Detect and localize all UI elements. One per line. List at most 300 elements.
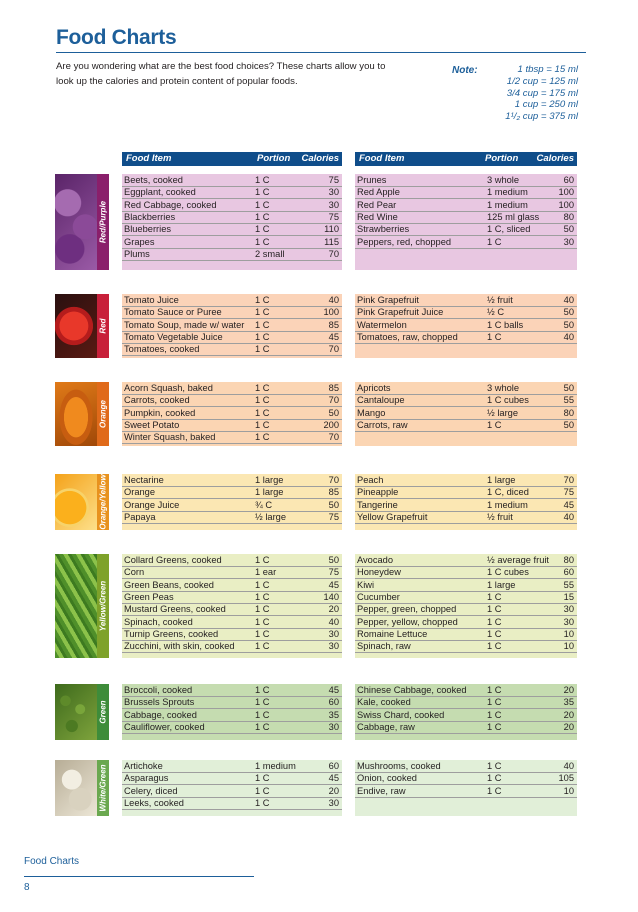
food-section: [0, 474, 638, 530]
food-item-cell: Zucchini, with skin, cooked: [124, 641, 235, 652]
table-row: [355, 306, 577, 319]
right-food-table: [355, 554, 577, 658]
food-item-cell: Yellow Grapefruit: [357, 511, 428, 522]
table-row: [355, 696, 577, 709]
table-row: [122, 772, 342, 785]
food-item-cell: Onion, cooked: [357, 773, 417, 784]
header-calories: Calories: [301, 153, 339, 164]
portion-cell: ¾ C: [255, 499, 273, 510]
right-food-table: [355, 294, 577, 358]
calories-cell: 200: [323, 419, 339, 430]
food-item-cell: Plums: [124, 248, 150, 259]
portion-cell: 1 C: [255, 616, 270, 627]
color-group-label: [97, 382, 109, 446]
page-number: 8: [24, 882, 30, 893]
calories-cell: 45: [563, 499, 574, 510]
calories-cell: 45: [328, 773, 339, 784]
portion-cell: 1 C: [255, 773, 270, 784]
right-food-table: [355, 174, 577, 270]
calories-cell: 100: [558, 199, 574, 210]
portion-cell: 1 large: [255, 475, 284, 485]
table-row: [355, 554, 577, 567]
food-item-cell: Tangerine: [357, 499, 398, 510]
table-row: [122, 499, 342, 512]
food-photo: [55, 760, 97, 816]
calories-cell: 60: [563, 175, 574, 185]
table-row: [122, 306, 342, 319]
food-item-cell: Swiss Chard, cooked: [357, 709, 445, 720]
table-row: [122, 474, 342, 487]
table-row: [122, 785, 342, 798]
portion-cell: 3 whole: [487, 175, 520, 185]
food-item-cell: Tomatoes, cooked: [124, 344, 200, 355]
calories-cell: 40: [563, 295, 574, 305]
left-food-table: [122, 294, 342, 358]
food-item-cell: Peach: [357, 475, 384, 485]
table-row: [355, 721, 577, 734]
food-item-cell: Spinach, raw: [357, 641, 411, 652]
food-item-cell: Peppers, red, chopped: [357, 236, 452, 247]
table-row: [355, 785, 577, 798]
color-group-thumbnail: [55, 474, 109, 530]
portion-cell: 1 large: [255, 487, 284, 498]
portion-cell: 1 C: [487, 616, 502, 627]
table-row: [355, 499, 577, 512]
calories-cell: 80: [563, 555, 574, 565]
food-item-cell: Pumpkin, cooked: [124, 407, 196, 418]
color-group-thumbnail: [55, 684, 109, 740]
table-row: [122, 211, 342, 224]
left-food-table: [122, 174, 342, 270]
color-group-label-text: Yellow/Green: [98, 580, 108, 632]
portion-cell: 1 C, sliced: [487, 224, 531, 235]
portion-cell: ½ fruit: [487, 295, 513, 305]
color-group-label: [97, 554, 109, 658]
calories-cell: 60: [328, 761, 339, 771]
title-divider: [56, 52, 586, 53]
food-item-cell: Kale, cooked: [357, 697, 411, 708]
calories-cell: 70: [563, 475, 574, 485]
food-section: [0, 760, 638, 816]
calories-cell: 45: [328, 579, 339, 590]
portion-cell: 1 C: [255, 331, 270, 342]
portion-cell: 1 C: [255, 199, 270, 210]
food-item-cell: Pineapple: [357, 487, 399, 498]
calories-cell: 140: [323, 591, 339, 602]
food-item-cell: Red Pear: [357, 199, 397, 210]
table-row: [355, 331, 577, 344]
food-item-cell: Red Wine: [357, 211, 398, 222]
calories-cell: 50: [328, 407, 339, 418]
right-food-table: [355, 474, 577, 530]
note-line: 1¹/₂ cup = 375 ml: [505, 111, 578, 123]
food-photo: [55, 294, 97, 358]
food-item-cell: Prunes: [357, 175, 387, 185]
food-section: [0, 554, 638, 658]
portion-cell: 1 C: [255, 785, 270, 796]
food-photo: [55, 684, 97, 740]
table-row: [355, 223, 577, 236]
food-item-cell: Tomato Soup, made w/ water: [124, 319, 245, 330]
color-group-label: [97, 294, 109, 358]
footer-title: Food Charts: [24, 856, 80, 867]
food-item-cell: Cucumber: [357, 591, 400, 602]
food-item-cell: Kiwi: [357, 579, 375, 590]
food-item-cell: Carrots, cooked: [124, 395, 190, 406]
calories-cell: 55: [563, 579, 574, 590]
food-item-cell: Orange Juice: [124, 499, 180, 510]
food-item-cell: Eggplant, cooked: [124, 187, 196, 198]
table-row: [122, 797, 342, 810]
portion-cell: 1 C: [255, 432, 270, 443]
portion-cell: 1 C: [487, 709, 502, 720]
calories-cell: 80: [563, 211, 574, 222]
table-row: [122, 760, 342, 773]
calories-cell: 110: [324, 224, 339, 235]
calories-cell: 30: [563, 604, 574, 615]
calories-cell: 30: [563, 616, 574, 627]
table-row: [122, 199, 342, 212]
calories-cell: 50: [563, 224, 574, 235]
calories-cell: 50: [563, 419, 574, 430]
table-row: [122, 486, 342, 499]
portion-cell: 1 C: [487, 785, 502, 796]
table-row: [122, 579, 342, 592]
food-photo: [55, 554, 97, 658]
table-row: [122, 419, 342, 432]
calories-cell: 40: [563, 511, 574, 522]
calories-cell: 45: [328, 685, 339, 695]
calories-cell: 30: [328, 797, 339, 808]
color-group-thumbnail: [55, 760, 109, 816]
food-item-cell: Red Apple: [357, 187, 400, 198]
portion-cell: 1 C: [255, 709, 270, 720]
calories-cell: 10: [563, 641, 574, 652]
calories-cell: 30: [328, 628, 339, 639]
right-food-table: [355, 760, 577, 816]
table-row: [122, 294, 342, 307]
food-item-cell: Artichoke: [124, 761, 163, 771]
note-conversions: [505, 64, 578, 123]
food-item-cell: Blackberries: [124, 211, 176, 222]
table-row: [355, 407, 577, 420]
portion-cell: 1 C: [255, 319, 270, 330]
calories-cell: 20: [328, 785, 339, 796]
left-food-table: [122, 554, 342, 658]
calories-cell: 100: [323, 307, 339, 318]
calories-cell: 60: [563, 567, 574, 578]
table-row: [355, 566, 577, 579]
portion-cell: 1 C: [255, 395, 270, 406]
table-row: [122, 236, 342, 249]
table-row: [355, 486, 577, 499]
table-row: [122, 382, 342, 395]
calories-cell: 40: [563, 761, 574, 771]
portion-cell: 1 C: [487, 604, 502, 615]
food-item-cell: Spinach, cooked: [124, 616, 193, 627]
portion-cell: 1 C: [255, 604, 270, 615]
portion-cell: 1 C: [487, 761, 502, 771]
table-row: [355, 511, 577, 524]
food-photo: [55, 382, 97, 446]
portion-cell: 1 C: [487, 721, 502, 732]
portion-cell: ½ large: [487, 407, 519, 418]
calories-cell: 70: [328, 395, 339, 406]
calories-cell: 50: [328, 555, 339, 565]
calories-cell: 75: [328, 175, 339, 185]
table-row: [122, 591, 342, 604]
calories-cell: 50: [563, 383, 574, 393]
food-item-cell: Sweet Potato: [124, 419, 180, 430]
food-item-cell: Cauliflower, cooked: [124, 721, 205, 732]
header-calories: Calories: [536, 153, 574, 164]
food-item-cell: Leeks, cooked: [124, 797, 184, 808]
portion-cell: 1 ear: [255, 567, 277, 578]
color-group-thumbnail: [55, 174, 109, 270]
header-food-item: Food Item: [359, 153, 405, 164]
portion-cell: 1 C: [255, 579, 270, 590]
calories-cell: 10: [563, 785, 574, 796]
portion-cell: 1 C balls: [487, 319, 524, 330]
portion-cell: 3 whole: [487, 383, 520, 393]
calories-cell: 50: [563, 319, 574, 330]
food-item-cell: Nectarine: [124, 475, 164, 485]
calories-cell: 70: [328, 432, 339, 443]
portion-cell: 1 C: [255, 236, 270, 247]
table-row: [355, 591, 577, 604]
food-item-cell: Winter Squash, baked: [124, 432, 216, 443]
table-row: [355, 236, 577, 249]
food-item-cell: Apricots: [357, 383, 391, 393]
food-item-cell: Mustard Greens, cooked: [124, 604, 226, 615]
food-item-cell: Brussels Sprouts: [124, 697, 195, 708]
portion-cell: 1 C: [487, 773, 502, 784]
portion-cell: 1 C: [487, 331, 502, 342]
left-food-table: [122, 382, 342, 446]
table-row: [355, 616, 577, 629]
food-item-cell: Orange: [124, 487, 156, 498]
table-row: [122, 684, 342, 697]
portion-cell: 1 C: [255, 224, 270, 235]
food-item-cell: Avocado: [357, 555, 394, 565]
calories-cell: 100: [558, 187, 574, 198]
calories-cell: 40: [328, 295, 339, 305]
calories-cell: 60: [328, 697, 339, 708]
color-group-label-text: Red: [98, 318, 108, 334]
calories-cell: 105: [558, 773, 574, 784]
portion-cell: ½ C: [487, 307, 505, 318]
portion-cell: 1 large: [487, 475, 516, 485]
food-item-cell: Cantaloupe: [357, 395, 405, 406]
calories-cell: 20: [328, 604, 339, 615]
portion-cell: ½ average fruit: [487, 555, 550, 565]
color-group-label: [97, 174, 109, 270]
portion-cell: 1 C: [255, 307, 270, 318]
food-section: [0, 294, 638, 358]
color-group-label-text: White/Green: [98, 764, 108, 812]
table-row: [122, 628, 342, 641]
calories-cell: 75: [328, 211, 339, 222]
portion-cell: ½ large: [255, 511, 287, 522]
calories-cell: 30: [328, 641, 339, 652]
calories-cell: 50: [563, 307, 574, 318]
color-group-label: [97, 760, 109, 816]
table-row: [122, 174, 342, 187]
table-row: [355, 186, 577, 199]
table-row: [355, 174, 577, 187]
portion-cell: 1 C: [255, 295, 270, 305]
table-row: [122, 616, 342, 629]
calories-cell: 10: [563, 628, 574, 639]
portion-cell: 1 C: [255, 211, 270, 222]
portion-cell: 1 C: [255, 407, 270, 418]
portion-cell: 1 C: [255, 555, 270, 565]
food-item-cell: Turnip Greens, cooked: [124, 628, 219, 639]
calories-cell: 50: [328, 499, 339, 510]
food-item-cell: Pepper, yellow, chopped: [357, 616, 458, 627]
portion-cell: 1 C: [255, 628, 270, 639]
table-row: [122, 640, 342, 653]
calories-cell: 45: [328, 331, 339, 342]
calories-cell: 20: [563, 721, 574, 732]
food-item-cell: Honeydew: [357, 567, 401, 578]
portion-cell: ½ fruit: [487, 511, 513, 522]
calories-cell: 75: [328, 567, 339, 578]
food-item-cell: Blueberries: [124, 224, 172, 235]
calories-cell: 40: [563, 331, 574, 342]
food-photo: [55, 174, 97, 270]
table-row: [122, 248, 342, 261]
table-row: [355, 628, 577, 641]
food-item-cell: Cabbage, cooked: [124, 709, 197, 720]
food-item-cell: Green Peas: [124, 591, 174, 602]
left-food-table: [122, 474, 342, 530]
calories-cell: 40: [328, 616, 339, 627]
table-row: [122, 721, 342, 734]
calories-cell: 20: [563, 685, 574, 695]
food-item-cell: Collard Greens, cooked: [124, 555, 222, 565]
header-portion: Portion: [485, 153, 519, 164]
food-item-cell: Mushrooms, cooked: [357, 761, 441, 771]
calories-cell: 30: [328, 187, 339, 198]
calories-cell: 115: [324, 236, 339, 247]
table-row: [355, 709, 577, 722]
color-group-label-text: Green: [98, 700, 108, 724]
table-row: [122, 511, 342, 524]
portion-cell: 1 C cubes: [487, 567, 529, 578]
footer-divider: [24, 876, 254, 877]
food-photo: [55, 474, 97, 530]
calories-cell: 85: [328, 319, 339, 330]
portion-cell: 1 C: [255, 344, 270, 355]
portion-cell: 1 C: [255, 697, 270, 708]
portion-cell: 2 small: [255, 248, 285, 259]
table-row: [355, 419, 577, 432]
portion-cell: 1 C cubes: [487, 395, 529, 406]
calories-cell: 75: [328, 511, 339, 522]
color-group-thumbnail: [55, 294, 109, 358]
note-line: 1 tbsp = 15 ml: [517, 64, 578, 75]
portion-cell: 1 C: [255, 591, 270, 602]
food-item-cell: Tomato Vegetable Juice: [124, 331, 223, 342]
note-label: Note:: [452, 65, 478, 76]
portion-cell: 1 C: [255, 419, 270, 430]
portion-cell: 1 C: [487, 591, 502, 602]
calories-cell: 70: [328, 248, 339, 259]
food-item-cell: Strawberries: [357, 224, 410, 235]
portion-cell: 1 medium: [487, 499, 528, 510]
calories-cell: 70: [328, 475, 339, 485]
food-item-cell: Broccoli, cooked: [124, 685, 193, 695]
portion-cell: 125 ml glass: [487, 211, 540, 222]
table-row: [355, 211, 577, 224]
calories-cell: 15: [563, 591, 574, 602]
table-row: [122, 331, 342, 344]
table-row: [355, 294, 577, 307]
calories-cell: 70: [328, 344, 339, 355]
portion-cell: 1 C: [487, 697, 502, 708]
table-row: [122, 554, 342, 567]
page-title: Food Charts: [56, 26, 177, 49]
portion-cell: 1 C: [255, 641, 270, 652]
calories-cell: 20: [563, 709, 574, 720]
food-item-cell: Corn: [124, 567, 145, 578]
portion-cell: 1 C: [487, 628, 502, 639]
food-section: [0, 684, 638, 740]
note-line: 1 cup = 250 ml: [514, 99, 578, 111]
header-food-item: Food Item: [126, 153, 172, 164]
calories-cell: 85: [328, 487, 339, 498]
left-food-table: [122, 684, 342, 740]
food-item-cell: Mango: [357, 407, 386, 418]
note-line: 1/2 cup = 125 ml: [506, 75, 578, 87]
calories-cell: 75: [563, 487, 574, 498]
portion-cell: 1 C: [487, 236, 502, 247]
food-item-cell: Red Cabbage, cooked: [124, 199, 217, 210]
portion-cell: 1 C: [255, 187, 270, 198]
table-row: [355, 474, 577, 487]
color-group-label-text: Orange/Yellow: [98, 474, 108, 530]
table-row: [355, 760, 577, 773]
portion-cell: 1 C: [487, 641, 502, 652]
table-row: [122, 394, 342, 407]
color-group-thumbnail: [55, 554, 109, 658]
food-item-cell: Asparagus: [124, 773, 169, 784]
right-food-table: [355, 382, 577, 446]
right-food-table: [355, 684, 577, 740]
portion-cell: 1 large: [487, 579, 516, 590]
portion-cell: 1 C: [255, 797, 270, 808]
left-food-table: [122, 760, 342, 816]
food-section: [0, 174, 638, 270]
portion-cell: 1 C, diced: [487, 487, 529, 498]
table-row: [122, 319, 342, 332]
food-section: [0, 382, 638, 446]
food-item-cell: Pepper, green, chopped: [357, 604, 457, 615]
calories-cell: 35: [328, 709, 339, 720]
table-row: [355, 382, 577, 395]
food-item-cell: Tomato Sauce or Puree: [124, 307, 222, 318]
calories-cell: 85: [328, 383, 339, 393]
note-line: 3/4 cup = 175 ml: [506, 87, 578, 99]
food-item-cell: Watermelon: [357, 319, 407, 330]
portion-cell: 1 C: [255, 685, 270, 695]
food-item-cell: Chinese Cabbage, cooked: [357, 685, 467, 695]
table-row: [122, 566, 342, 579]
intro-paragraph: Are you wondering what are the best food choices? These charts allow you to look up the calories and protein content of popular foods.: [56, 61, 386, 87]
portion-cell: 1 medium: [487, 199, 528, 210]
table-row: [122, 407, 342, 420]
